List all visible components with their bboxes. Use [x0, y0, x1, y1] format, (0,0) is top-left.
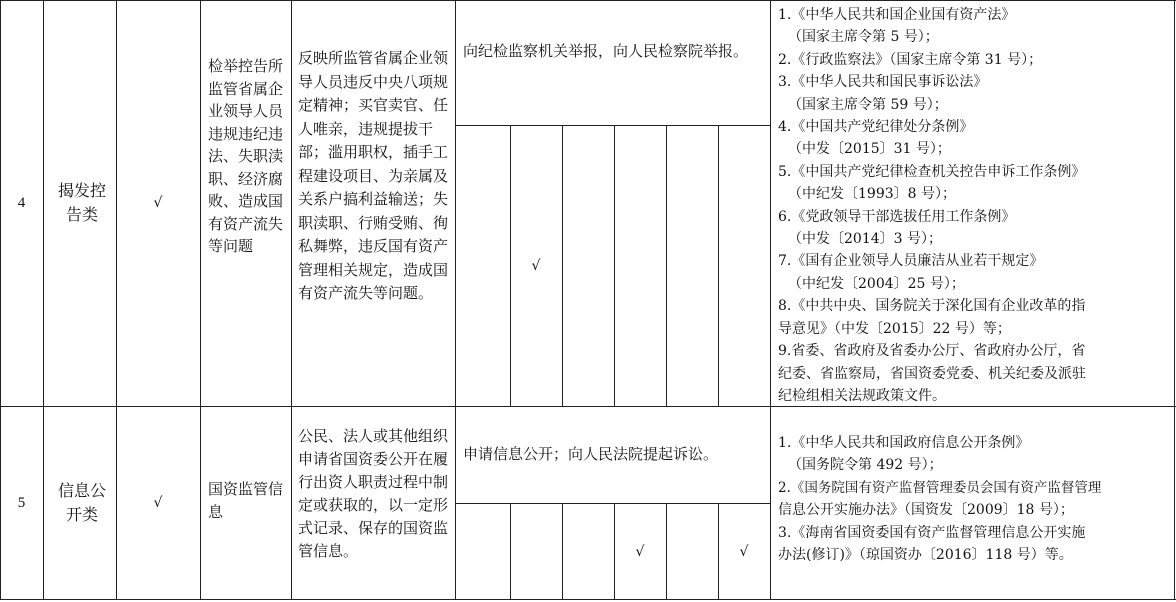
- law-line: （国家主席令第 5 号）；: [788, 29, 939, 46]
- row-number: 5: [17, 494, 26, 511]
- grid-divider: [562, 125, 563, 406]
- law-line: 2.《国务院国有资产监督管理委员会国有资产监督管理: [778, 479, 1102, 496]
- channel-text: 申请信息公开；向人民法院提起诉讼。: [463, 445, 719, 463]
- column-divider: [291, 0, 292, 600]
- grid-divider: [718, 125, 719, 406]
- grid-check: √: [739, 544, 749, 560]
- category-label: 揭发控告类: [57, 181, 106, 224]
- grid-divider: [562, 503, 563, 599]
- grid-divider: [666, 125, 667, 406]
- law-line: 3.《海南省国资委国有资产监督管理信息公开实施: [778, 524, 1086, 541]
- law-line: 2.《行政监察法》（国家主席令第 31 号）；: [778, 51, 1043, 68]
- grid-divider: [614, 125, 615, 406]
- law-line: 纪检组相关法规政策文件。: [778, 387, 946, 404]
- law-line: （国家主席令第 59 号）；: [788, 96, 948, 113]
- subject-text: 国资监管信息: [208, 480, 284, 521]
- law-line: 5.《中国共产党纪律检查机关控告申诉工作条例》: [778, 163, 1086, 180]
- grid-divider: [614, 503, 615, 599]
- category-label: 信息公开类: [57, 481, 106, 524]
- grid-divider: [510, 125, 511, 406]
- law-line: （国务院令第 492 号）；: [788, 457, 943, 474]
- grid-divider: [666, 503, 667, 599]
- law-line: 6.《党政领导干部选拔任用工作条例》: [778, 208, 1016, 225]
- law-line: 纪委、省监察局，省国资委党委、机关纪委及派驻: [778, 365, 1086, 382]
- channel-divider: [456, 125, 770, 126]
- law-line: 4.《中国共产党纪律处分条例》: [778, 119, 974, 136]
- law-line: 1.《中华人民共和国企业国有资产法》: [778, 7, 1016, 23]
- row-number: 4: [17, 194, 26, 211]
- content-text: 公民、法人或其他组织申请省国资委公开在履行出资人职责过程中制定或获取的，以一定形式记录、保存的国资监管信息。: [298, 427, 449, 560]
- channel-divider: [456, 503, 770, 504]
- law-line: 导意见》（中发〔2015〕22 号）等；: [778, 320, 1011, 337]
- law-line: 1.《中华人民共和国政府信息公开条例》: [778, 435, 1030, 451]
- check-mark: √: [153, 494, 163, 511]
- law-line: 8.《中共中央、国务院关于深化国有企业改革的指: [778, 298, 1086, 315]
- subject-text: 检举控告所监管省属企业领导人员违规违纪违法、失职渎职、经济腐败、造成国有资产流失等问题: [208, 57, 284, 255]
- law-line: 3.《中华人民共和国民事诉讼法》: [778, 74, 988, 91]
- channel-text: 向纪检监察机关举报，向人民检察院举报。: [463, 42, 749, 60]
- column-divider: [455, 0, 456, 600]
- law-list: [778, 4, 1172, 407]
- column-divider: [770, 0, 771, 600]
- law-line: 信息公开实施办法》（国资发〔2009〕18 号）；: [778, 502, 1074, 519]
- grid-check: √: [531, 258, 541, 274]
- law-line: （中发〔2015〕31 号）；: [788, 141, 951, 158]
- grid-check: √: [635, 544, 645, 560]
- law-line: （中发〔2014〕3 号）；: [788, 231, 942, 248]
- law-list: [778, 432, 1172, 566]
- content-text: 反映所监管省属企业领导人员违反中央八项规定精神；买官卖官、任人唯亲，违规提拔干部；滥用职权，插手工程建设项目、为亲属及关系户搞利益输送；失职渎职、行贿受贿、徇私舞弊，违反国有资产管理相关规定，造成国有资产流失等问题。: [298, 49, 449, 302]
- column-divider: [200, 0, 201, 600]
- law-line: 7.《国有企业领导人员廉洁从业若干规定》: [778, 253, 1044, 270]
- check-mark: √: [153, 194, 163, 211]
- law-line: 办法(修订)》（琼国资办〔2016〕118 号）等。: [778, 547, 1073, 564]
- column-divider: [43, 0, 44, 600]
- law-line: 9.省委、省政府及省委办公厅、省政府办公厅，省: [778, 343, 1086, 360]
- table-bottom-border: [0, 599, 1176, 600]
- table-right-border: [1174, 0, 1175, 600]
- grid-divider: [718, 503, 719, 599]
- law-line: （中纪发〔1993〕8 号）；: [788, 186, 956, 203]
- grid-divider: [510, 503, 511, 599]
- law-line: （中纪发〔2004〕25 号）；: [788, 275, 965, 292]
